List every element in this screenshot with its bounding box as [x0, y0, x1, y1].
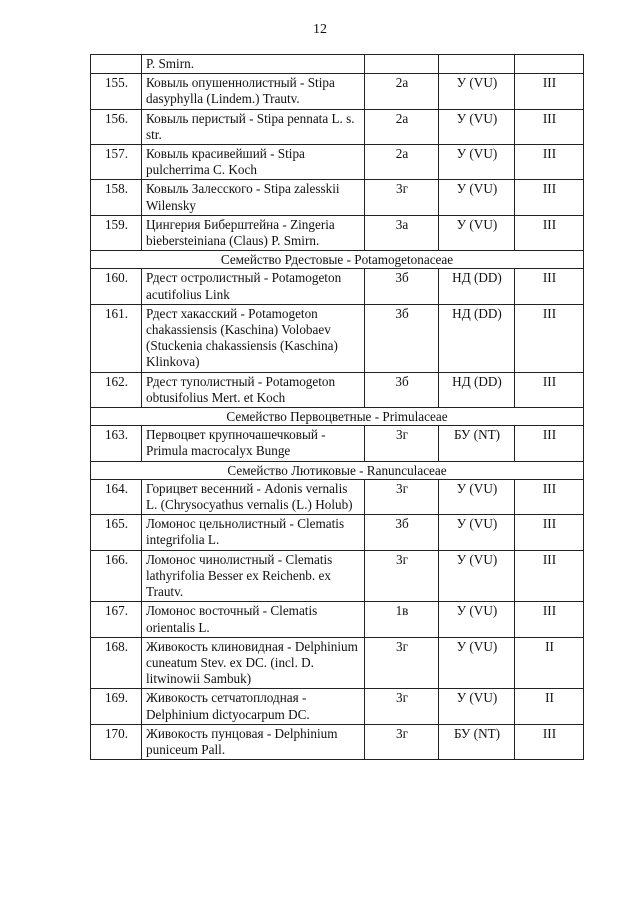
family-name: Семейство Рдестовые - Potamogetonaceae: [91, 251, 584, 269]
species-name: Ковыль перистый - Stipa pennata L. s. str.: [142, 109, 365, 144]
table-row: [91, 689, 584, 724]
species-name: Ковыль красивейший - Stipa pulcherrima C. Koch: [142, 145, 365, 180]
priority-level: III: [515, 550, 584, 602]
rarity-category: 3г: [365, 637, 439, 689]
status-code: У (VU): [439, 180, 515, 215]
status-code: У (VU): [439, 74, 515, 109]
priority-level: III: [515, 724, 584, 759]
species-name: Цингерия Биберштейна - Zingeria biebersteiniana (Claus) P. Smirn.: [142, 215, 365, 250]
table-row: [91, 479, 584, 514]
table-row: [91, 55, 584, 74]
rarity-category: 3б: [365, 372, 439, 407]
rarity-category: 1в: [365, 602, 439, 637]
status-code: НД (DD): [439, 304, 515, 372]
status-code: У (VU): [439, 479, 515, 514]
table-row: [91, 74, 584, 109]
row-number: 167.: [91, 602, 142, 637]
status-code: БУ (NT): [439, 426, 515, 461]
species-name: Рдест остролистный - Potamogeton acutifolius Link: [142, 269, 365, 304]
row-number: 165.: [91, 515, 142, 550]
priority-level: III: [515, 515, 584, 550]
row-number: 155.: [91, 74, 142, 109]
row-number: 170.: [91, 724, 142, 759]
rarity-category: 3г: [365, 550, 439, 602]
page-number: 12: [313, 22, 327, 37]
priority-level: III: [515, 215, 584, 250]
species-name: Рдест туполистный - Potamogeton obtusifolius Mert. et Koch: [142, 372, 365, 407]
row-number: 162.: [91, 372, 142, 407]
row-number: 169.: [91, 689, 142, 724]
table-row: [91, 372, 584, 407]
priority-level: III: [515, 145, 584, 180]
rarity-category: 3б: [365, 515, 439, 550]
status-code: У (VU): [439, 109, 515, 144]
row-number: 163.: [91, 426, 142, 461]
status-code: У (VU): [439, 637, 515, 689]
table-row: [91, 515, 584, 550]
species-name: Живокость клиновидная - Delphinium cuneatum Stev. ex DC. (incl. D. litwinowii Sambuk): [142, 637, 365, 689]
priority-level: III: [515, 180, 584, 215]
row-number: 161.: [91, 304, 142, 372]
row-number: 159.: [91, 215, 142, 250]
priority-level: II: [515, 689, 584, 724]
priority-level: III: [515, 426, 584, 461]
table-row: [91, 304, 584, 372]
species-name: Живокость пунцовая - Delphinium puniceum Pall.: [142, 724, 365, 759]
rarity-category: 3г: [365, 180, 439, 215]
family-name: Семейство Лютиковые - Ranunculaceae: [91, 461, 584, 479]
table-row: [91, 426, 584, 461]
family-name: Семейство Первоцветные - Primulaceae: [91, 408, 584, 426]
status-code: БУ (NT): [439, 724, 515, 759]
rarity-category: 2а: [365, 145, 439, 180]
species-name: Ковыль опушеннолистный - Stipa dasyphylla (Lindem.) Trautv.: [142, 74, 365, 109]
status-code: У (VU): [439, 215, 515, 250]
status-code: У (VU): [439, 689, 515, 724]
table-row: [91, 724, 584, 759]
table-row: [91, 109, 584, 144]
table-body: [91, 55, 584, 760]
status-code: У (VU): [439, 515, 515, 550]
rarity-category: 3г: [365, 689, 439, 724]
priority-level: III: [515, 602, 584, 637]
table-row: [91, 215, 584, 250]
priority-level: III: [515, 372, 584, 407]
species-name: Живокость сетчатоплодная - Delphinium dictyocarpum DC.: [142, 689, 365, 724]
species-name: Горицвет весенний - Adonis vernalis L. (Chrysocyathus vernalis (L.) Holub): [142, 479, 365, 514]
species-name: Первоцвет крупночашечковый - Primula macrocalyx Bunge: [142, 426, 365, 461]
family-header-row: [91, 461, 584, 479]
row-number: 160.: [91, 269, 142, 304]
rarity-category: [365, 55, 439, 74]
priority-level: III: [515, 479, 584, 514]
species-name: Ломонос чинолистный - Clematis lathyrifolia Besser ex Reichenb. ex Trautv.: [142, 550, 365, 602]
table-row: [91, 145, 584, 180]
rarity-category: 3г: [365, 426, 439, 461]
status-code: НД (DD): [439, 372, 515, 407]
species-name: Рдест хакасский - Potamogeton chakassiensis (Kaschina) Volobaev (Stuckenia chakassiensis (Kaschina) Klinkova): [142, 304, 365, 372]
rarity-category: 2а: [365, 109, 439, 144]
status-code: НД (DD): [439, 269, 515, 304]
species-name: Ковыль Залесского - Stipa zalesskii Wilensky: [142, 180, 365, 215]
rarity-category: 3г: [365, 479, 439, 514]
row-number: 158.: [91, 180, 142, 215]
table-row: [91, 602, 584, 637]
family-header-row: [91, 251, 584, 269]
priority-level: [515, 55, 584, 74]
row-number: 166.: [91, 550, 142, 602]
row-number: 157.: [91, 145, 142, 180]
species-name: P. Smirn.: [142, 55, 365, 74]
priority-level: III: [515, 109, 584, 144]
species-name: Ломонос цельнолистный - Clematis integrifolia L.: [142, 515, 365, 550]
row-number: 164.: [91, 479, 142, 514]
priority-level: III: [515, 74, 584, 109]
status-code: [439, 55, 515, 74]
row-number: [91, 55, 142, 74]
status-code: У (VU): [439, 550, 515, 602]
table-row: [91, 637, 584, 689]
priority-level: III: [515, 269, 584, 304]
table-row: [91, 269, 584, 304]
rarity-category: 3а: [365, 215, 439, 250]
family-header-row: [91, 408, 584, 426]
species-name: Ломонос восточный - Clematis orientalis L.: [142, 602, 365, 637]
table-row: [91, 550, 584, 602]
status-code: У (VU): [439, 145, 515, 180]
priority-level: III: [515, 304, 584, 372]
species-table: [90, 54, 584, 760]
row-number: 156.: [91, 109, 142, 144]
rarity-category: 3б: [365, 304, 439, 372]
rarity-category: 3б: [365, 269, 439, 304]
row-number: 168.: [91, 637, 142, 689]
table-row: [91, 180, 584, 215]
status-code: У (VU): [439, 602, 515, 637]
rarity-category: 3г: [365, 724, 439, 759]
rarity-category: 2а: [365, 74, 439, 109]
priority-level: II: [515, 637, 584, 689]
